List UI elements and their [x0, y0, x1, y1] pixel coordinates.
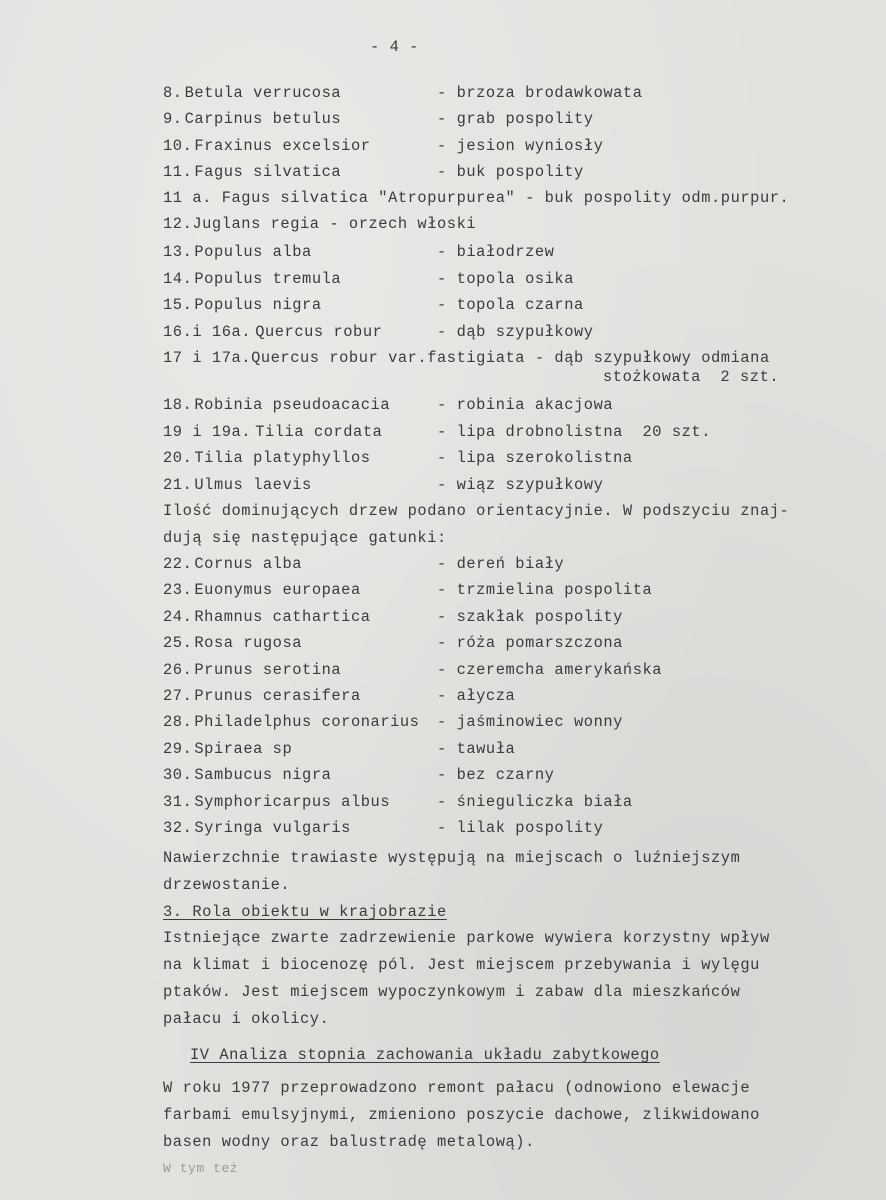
item-21-latin-name: Ulmus laevis	[194, 475, 312, 494]
item-18-number: 18.	[163, 396, 193, 414]
item-24-latin-name: Rhamnus cathartica	[194, 607, 371, 626]
item-18-latin-name: Robinia pseudoacacia	[194, 396, 391, 414]
item-30-polish-name: - bez czarny	[437, 766, 555, 785]
item-28-number: 28.	[163, 713, 193, 732]
page-number: - 4 -	[370, 38, 419, 56]
item-32-latin-name: Syringa vulgaris	[194, 819, 351, 837]
item-22-latin-name: Cornus alba	[194, 555, 303, 573]
item-23-number: 23.	[163, 581, 193, 600]
item-19-number: 19 i 19a.	[163, 422, 252, 441]
item-26-polish-name: - czeremcha amerykańska	[437, 660, 663, 679]
item-23-latin-name: Euonymus europaea	[194, 581, 361, 600]
undergrowth-intro-1: Ilość dominujących drzew podano orientacyjnie. W podszyciu znaj-	[163, 502, 790, 520]
item-8-latin-name: Betula verrucosa	[184, 84, 342, 102]
item-28-polish-name: - jaśminowiec wonny	[437, 713, 623, 732]
item-23-polish-name: - trzmielina pospolita	[437, 581, 653, 600]
section-4-heading: IV Analiza stopnia zachowania układu zabytkowego	[190, 1046, 660, 1064]
item-14-latin-name: Populus tremula	[194, 269, 342, 288]
item-30-number: 30.	[163, 766, 193, 785]
item-18-polish-name: - robinia akacjowa	[437, 396, 614, 414]
item-32-number: 32.	[163, 819, 193, 837]
item-13-polish-name: - białodrzew	[437, 243, 555, 261]
item-17-line2: stożkowata 2 szt.	[603, 368, 780, 386]
item-27-polish-name: - ałycza	[437, 687, 516, 705]
section-3-heading: 3. Rola obiektu w krajobrazie	[163, 903, 447, 921]
item-26-number: 26.	[163, 660, 193, 679]
bottom-faint-text: W tym też	[163, 1161, 239, 1176]
item-21-number: 21.	[163, 475, 193, 494]
item-14-polish-name: - topola osika	[437, 269, 575, 288]
item-9-polish-name: - grab pospolity	[437, 110, 594, 129]
item-31-polish-name: - śnieguliczka biała	[437, 792, 633, 811]
item-10-latin-name: Fraxinus excelsior	[194, 136, 371, 155]
section-4-para-3: basen wodny oraz balustradę metalową).	[163, 1133, 535, 1151]
item-11-polish-name: - buk pospolity	[437, 162, 584, 181]
undergrowth-intro-2: dują się następujące gatunki:	[163, 529, 447, 547]
section-4-para-1: W roku 1977 przeprowadzono remont pałacu (odnowiono elewacje	[163, 1079, 751, 1097]
item-31-latin-name: Symphoricarpus albus	[194, 792, 391, 811]
item-13-latin-name: Populus alba	[194, 243, 312, 261]
section-4-para-2: farbami emulsyjnymi, zmieniono poszycie dachowe, zlikwidowano	[163, 1106, 760, 1124]
item-20-number: 20.	[163, 449, 193, 467]
item-10-polish-name: - jesion wyniosły	[437, 136, 604, 155]
item-16-number: 16.i 16a.	[163, 322, 252, 341]
item-10-number: 10.	[163, 136, 193, 155]
grass-text-1: Nawierzchnie trawiaste występują na miejscach o luźniejszym	[163, 849, 741, 867]
item-11-number: 11.	[163, 162, 193, 181]
item-13-number: 13.	[163, 243, 193, 261]
section-3-para-2: na klimat i biocenozę pól. Jest miejscem przebywania i wylęgu	[163, 956, 760, 974]
item-9-number: 9.	[163, 110, 183, 129]
item-25-polish-name: - róża pomarszczona	[437, 634, 623, 653]
item-26-latin-name: Prunus serotina	[194, 660, 342, 679]
item-27-latin-name: Prunus cerasifera	[194, 687, 361, 705]
item-29-polish-name: - tawuła	[437, 739, 516, 758]
item-16-latin-name: Quercus robur	[255, 322, 383, 341]
section-3-para-3: ptaków. Jest miejscem wypoczynkowym i zabaw dla mieszkańców	[163, 983, 741, 1001]
item-28-latin-name: Philadelphus coronarius	[194, 713, 420, 732]
item-25-number: 25.	[163, 634, 193, 653]
item-12: 12.Juglans regia - orzech włoski	[163, 215, 477, 233]
item-11-latin-name: Fagus silvatica	[194, 162, 342, 181]
item-20-latin-name: Tilia platyphyllos	[194, 449, 371, 467]
item-27-number: 27.	[163, 687, 193, 705]
item-32-polish-name: - lilak pospolity	[437, 819, 604, 837]
item-15-polish-name: - topola czarna	[437, 296, 584, 314]
item-31-number: 31.	[163, 792, 193, 811]
item-8-number: 8.	[163, 84, 183, 102]
item-15-latin-name: Populus nigra	[194, 296, 322, 314]
item-24-polish-name: - szakłak pospolity	[437, 607, 623, 626]
grass-text-2: drzewostanie.	[163, 876, 291, 894]
item-8-polish-name: - brzoza brodawkowata	[437, 84, 643, 102]
item-21-polish-name: - wiąz szypułkowy	[437, 475, 604, 494]
item-19-latin-name: Tilia cordata	[255, 422, 383, 441]
item-17-line1: 17 i 17a.Quercus robur var.fastigiata - dąb szypułkowy odmiana	[163, 349, 770, 367]
item-9-latin-name: Carpinus betulus	[184, 110, 342, 129]
item-16-polish-name: - dąb szypułkowy	[437, 322, 594, 341]
section-3-para-1: Istniejące zwarte zadrzewienie parkowe wywiera korzystny wpływ	[163, 929, 770, 947]
item-14-number: 14.	[163, 269, 193, 288]
item-29-latin-name: Spiraea sp	[194, 739, 293, 758]
item-30-latin-name: Sambucus nigra	[194, 766, 332, 785]
item-15-number: 15.	[163, 296, 193, 314]
item-25-latin-name: Rosa rugosa	[194, 634, 303, 653]
item-11a: 11 a. Fagus silvatica "Atropurpurea" - buk pospolity odm.purpur.	[163, 189, 790, 207]
item-19-polish-name: - lipa drobnolistna 20 szt.	[437, 422, 712, 441]
section-3-para-4: pałacu i okolicy.	[163, 1010, 330, 1028]
item-22-polish-name: - dereń biały	[437, 555, 565, 573]
item-24-number: 24.	[163, 607, 193, 626]
item-29-number: 29.	[163, 739, 193, 758]
item-20-polish-name: - lipa szerokolistna	[437, 449, 633, 467]
item-22-number: 22.	[163, 555, 193, 573]
